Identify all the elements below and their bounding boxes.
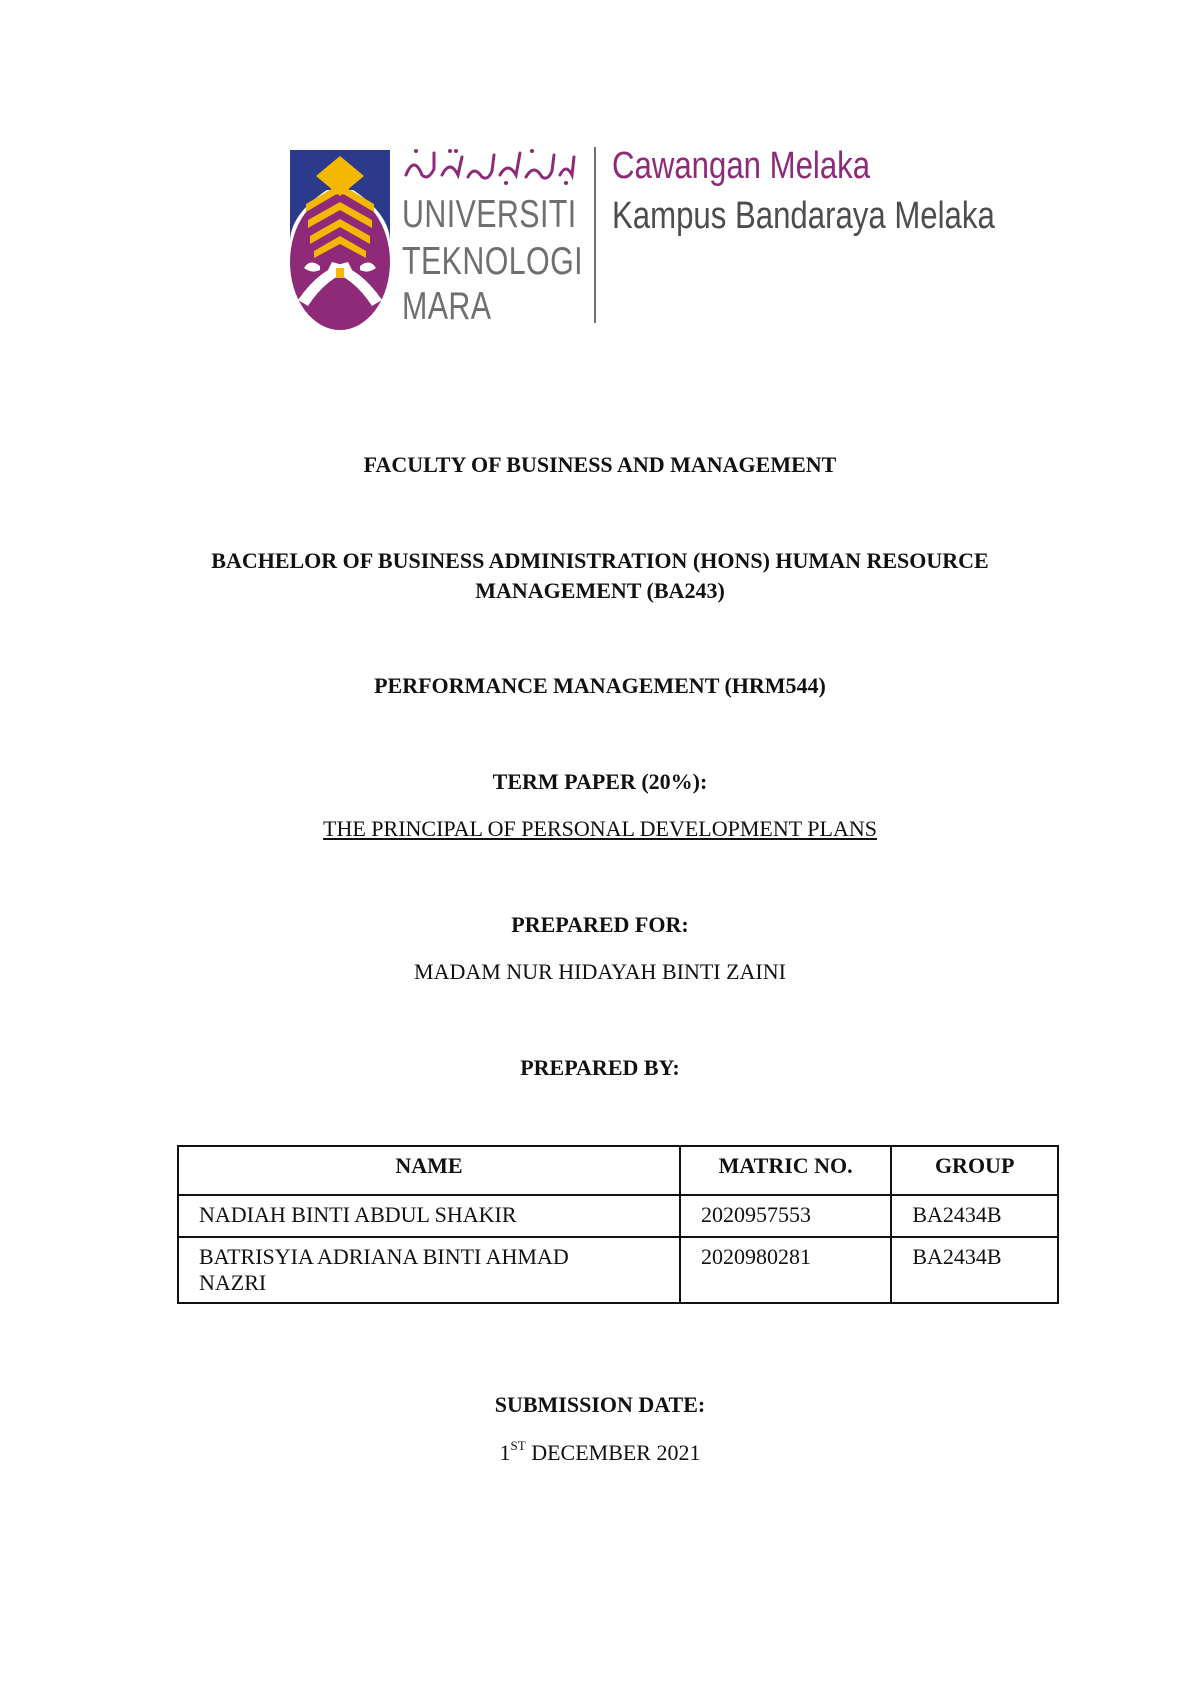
submission-date-label: SUBMISSION DATE: xyxy=(494,1392,706,1417)
university-logo xyxy=(290,145,995,335)
cell-group: BA2434B xyxy=(891,1237,1058,1303)
submission-date xyxy=(0,1440,1200,1466)
members-table xyxy=(177,1145,1059,1304)
cell-name xyxy=(178,1237,680,1303)
cell-matric: 2020957553 xyxy=(680,1195,891,1237)
cell-group: BA2434B xyxy=(891,1195,1058,1237)
submission-day-suffix: ST xyxy=(510,1438,526,1453)
submission-day: 1 xyxy=(499,1440,511,1465)
logo-word-teknologi: TEKNOLOGI xyxy=(402,240,583,283)
header-matric-no: MATRIC NO. xyxy=(680,1146,891,1195)
table-row xyxy=(178,1237,1058,1303)
logo-word-universiti: UNIVERSITI xyxy=(402,193,577,236)
program-heading-line-1: BACHELOR OF BUSINESS ADMINISTRATION (HONS) HUMAN RESOURCE xyxy=(211,548,989,573)
campus-branch: Cawangan Melaka xyxy=(612,145,871,187)
header-name: NAME xyxy=(178,1146,680,1195)
cell-name-line-2: NAZRI xyxy=(199,1270,267,1295)
university-wordmark xyxy=(402,145,582,335)
uitm-emblem-icon xyxy=(290,150,390,330)
logo-word-mara: MARA xyxy=(402,285,492,328)
course-heading: PERFORMANCE MANAGEMENT (HRM544) xyxy=(374,673,826,698)
cell-name-line-1: BATRISYIA ADRIANA BINTI AHMAD xyxy=(199,1244,569,1269)
table-row xyxy=(178,1195,1058,1237)
cell-matric: 2020980281 xyxy=(680,1237,891,1303)
logo-divider xyxy=(594,147,596,323)
term-paper-label: TERM PAPER (20%): xyxy=(492,769,708,794)
prepared-by-label: PREPARED BY: xyxy=(520,1055,680,1080)
header-group: GROUP xyxy=(891,1146,1058,1195)
campus-name: Kampus Bandaraya Melaka xyxy=(612,195,995,237)
prepared-for-name: MADAM NUR HIDAYAH BINTI ZAINI xyxy=(414,959,786,984)
term-paper-title: THE PRINCIPAL OF PERSONAL DEVELOPMENT PLANS xyxy=(323,816,877,841)
program-heading-line-2: MANAGEMENT (BA243) xyxy=(475,578,725,603)
jawi-script-logotype xyxy=(402,145,577,187)
cell-name: NADIAH BINTI ABDUL SHAKIR xyxy=(178,1195,680,1237)
submission-month-year: DECEMBER 2021 xyxy=(525,1440,701,1465)
prepared-for-label: PREPARED FOR: xyxy=(511,912,689,937)
faculty-heading: FACULTY OF BUSINESS AND MANAGEMENT xyxy=(363,452,837,477)
table-header-row xyxy=(178,1146,1058,1195)
